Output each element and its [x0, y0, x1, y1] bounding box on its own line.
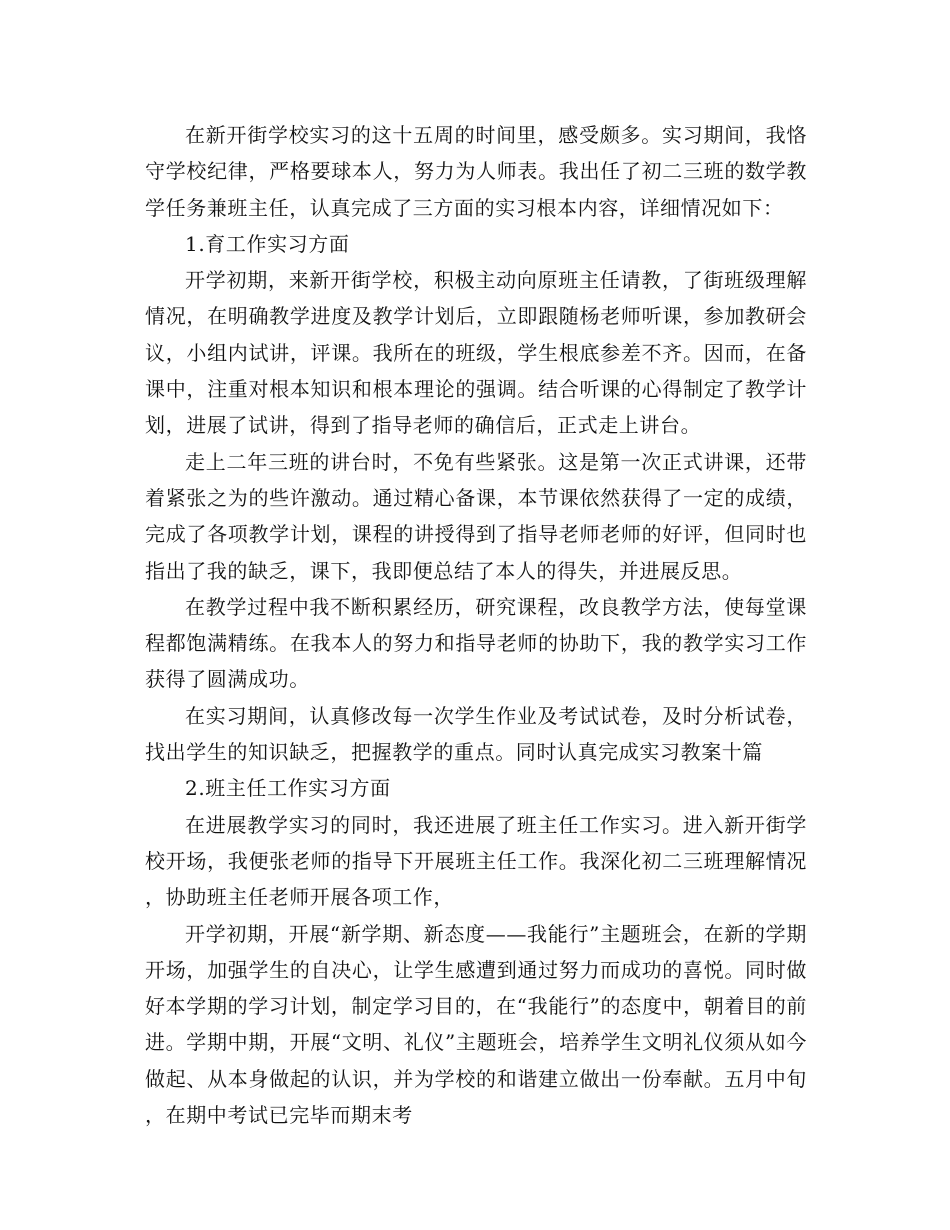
section-heading-homeroom: 2.班主任工作实习方面: [185, 776, 391, 801]
document-body: [145, 117, 807, 1133]
paragraph-homework-grading: 在实习期间，认真修改每一次学生作业及考试试卷，及时分析试卷，找出学生的知识缺乏，把握教学的重点。同时认真完成实习教案十篇: [145, 703, 807, 765]
paragraph-homeroom-intro: 在进展教学实习的同时，我还进展了班主任工作实习。进入新开街学校开场，我便张老师的指导下开展班主任工作。我深化初二三班理解情况，协助班主任老师开展各项工作，: [145, 812, 807, 910]
paragraph-first-lecture: 走上二年三班的讲台时，不免有些紧张。这是第一次正式讲课，还带着紧张之为的些许激动。通过精心备课，本节课依然获得了一定的成绩，完成了各项教学计划，课程的讲授得到了指导老师老师的好评，但同时也指出了我的缺乏，课下，我即便总结了本人的得失，并进展反思。: [145, 449, 807, 583]
paragraph-teaching-progress: 在教学过程中我不断积累经历，研究课程，改良教学方法，使每堂课程都饱满精练。在我本人的努力和指导老师的协助下，我的教学实习工作获得了圆满成功。: [145, 594, 807, 692]
paragraph-intro: 在新开街学校实习的这十五周的时间里，感受颇多。实习期间，我恪守学校纪律，严格要球本人，努力为人师表。我出任了初二三班的数学教学任务兼班主任，认真完成了三方面的实习根本内容，详细情况如下：: [145, 123, 807, 220]
section-heading-teaching: 1.育工作实习方面: [185, 231, 350, 256]
paragraph-teaching-start: 开学初期，来新开街学校，积极主动向原班主任请教，了街班级理解情况，在明确教学进度及教学计划后，立即跟随杨老师听课，参加教研会议，小组内试讲，评课。我所在的班级，学生根底参差不齐。因而，在备课中，注重对根本知识和根本理论的强调。结合听课的心得制定了教学计划，进展了试讲，得到了指导老师的确信后，正式走上讲台。: [145, 268, 807, 438]
paragraph-class-meetings: 开学初期，开展“新学期、新态度——我能行”主题班会，在新的学期开场，加强学生的自决心，让学生感遭到通过努力而成功的喜悦。同时做好本学期的学习计划，制定学习目的，在“我能行”的态度中，朝着目的前进。学期中期，开展“文明、礼仪”主题班会，培养学生文明礼仪须从如今做起、从本身做起的认识，并为学校的和谐建立做出一份奉献。五月中旬，在期中考试已完毕而期末考: [145, 921, 807, 1128]
